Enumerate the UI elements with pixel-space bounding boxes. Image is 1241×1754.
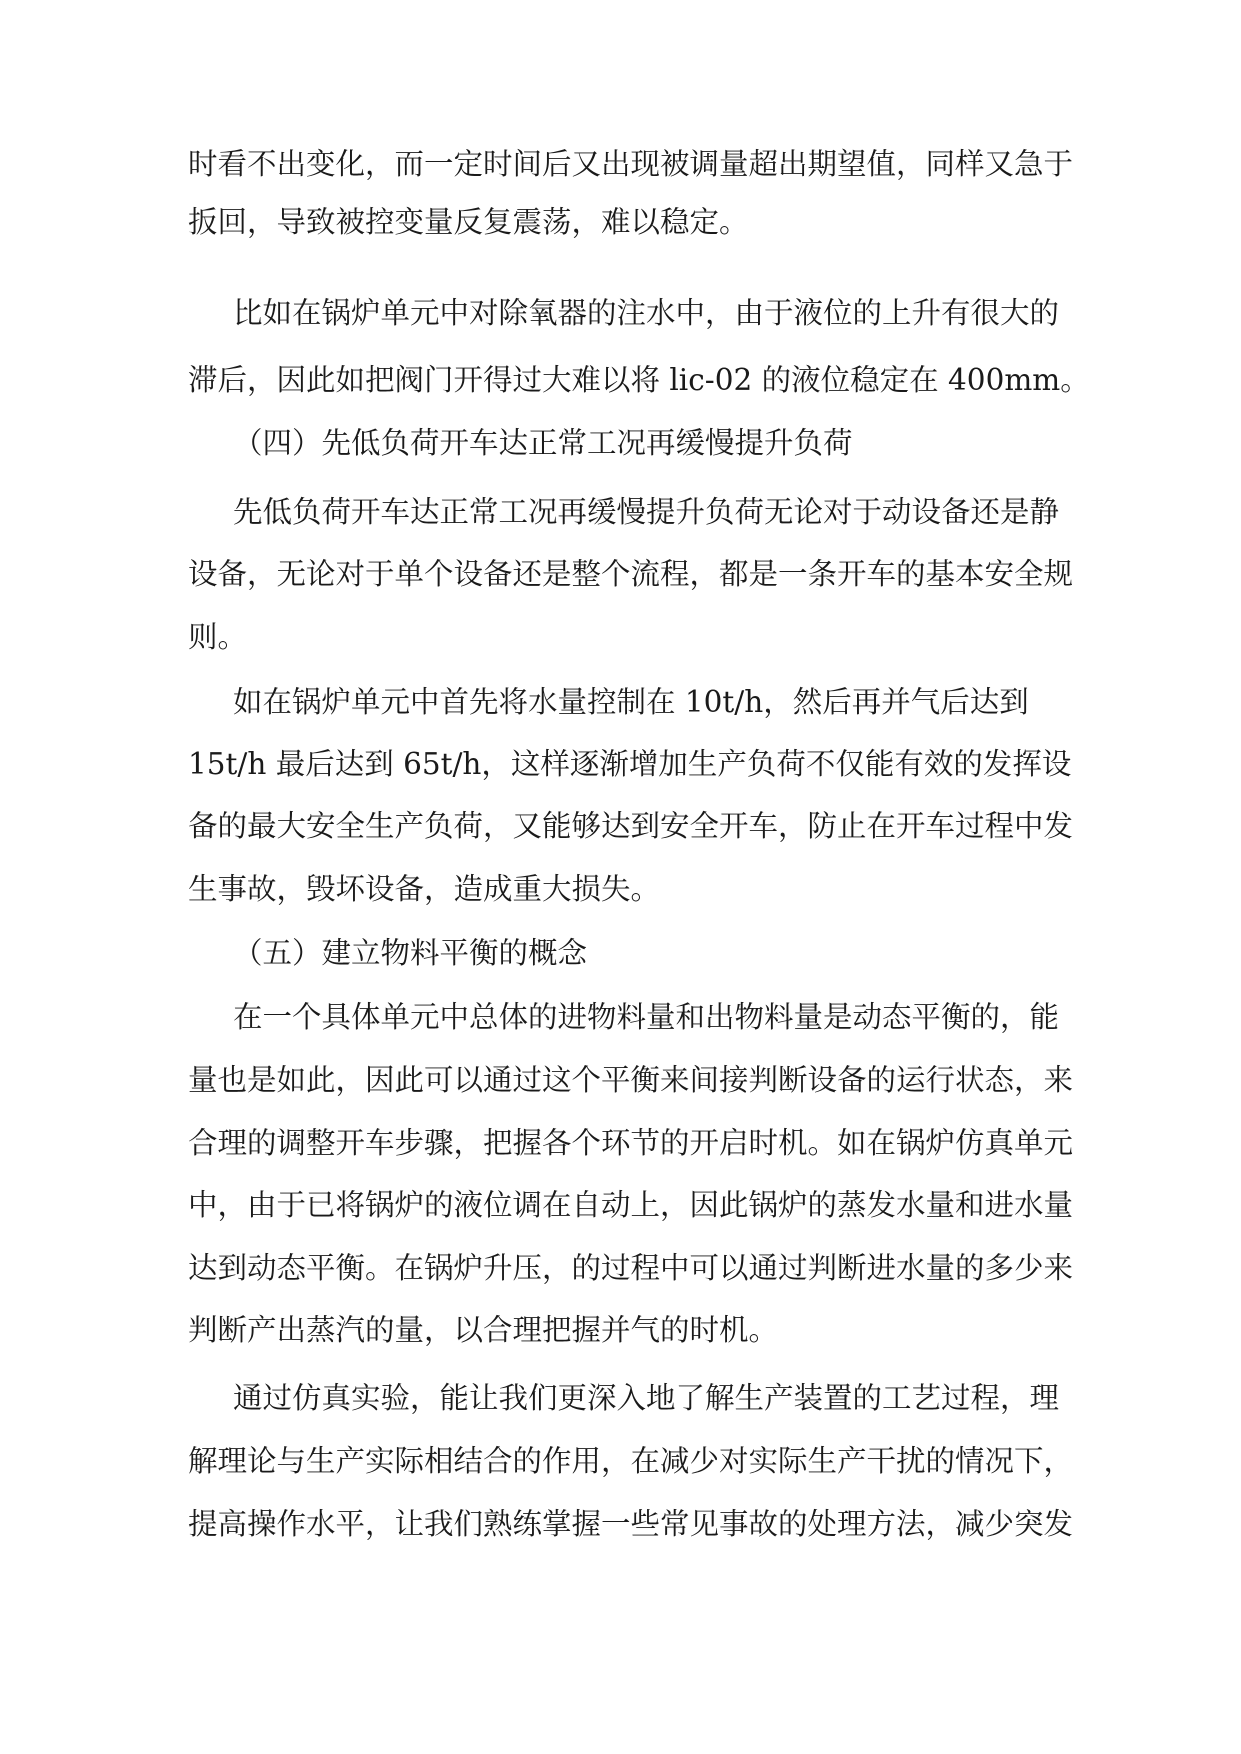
paragraph-line: 扳回，导致被控变量反复震荡，难以稳定。 bbox=[188, 205, 749, 239]
paragraph-line: 生事故，毁坏设备，造成重大损失。 bbox=[188, 872, 661, 906]
paragraph-line: 则。 bbox=[188, 620, 248, 654]
section-heading: （四）先低负荷开车达正常工况再缓慢提升负荷 bbox=[233, 426, 853, 460]
paragraph-line: 备的最大安全生产负荷，又能够达到安全开车，防止在开车过程中发 bbox=[188, 809, 1074, 843]
paragraph-line: 量也是如此，因此可以通过这个平衡来间接判断设备的运行状态，来 bbox=[188, 1063, 1074, 1097]
paragraph-line: 时看不出变化，而一定时间后又出现被调量超出期望值，同样又急于 bbox=[188, 147, 1074, 181]
paragraph-line: 比如在锅炉单元中对除氧器的注水中，由于液位的上升有很大的 bbox=[233, 296, 1060, 330]
section-heading: （五）建立物料平衡的概念 bbox=[233, 936, 588, 970]
paragraph-line: 判断产出蒸汽的量，以合理把握并气的时机。 bbox=[188, 1313, 779, 1347]
paragraph-line: 先低负荷开车达正常工况再缓慢提升负荷无论对于动设备还是静 bbox=[233, 495, 1060, 529]
paragraph-line: 设备，无论对于单个设备还是整个流程，都是一条开车的基本安全规 bbox=[188, 557, 1074, 591]
paragraph-line: 解理论与生产实际相结合的作用，在减少对实际生产干扰的情况下， bbox=[188, 1444, 1074, 1478]
paragraph-line: 通过仿真实验，能让我们更深入地了解生产装置的工艺过程，理 bbox=[233, 1381, 1060, 1415]
paragraph-line: 滞后，因此如把阀门开得过大难以将 lic-02 的液位稳定在 400mm。 bbox=[188, 363, 1090, 397]
paragraph-line: 提高操作水平，让我们熟练掌握一些常见事故的处理方法，减少突发 bbox=[188, 1507, 1074, 1541]
paragraph-line: 15t/h 最后达到 65t/h，这样逐渐增加生产负荷不仅能有效的发挥设 bbox=[188, 747, 1072, 781]
paragraph-line: 合理的调整开车步骤，把握各个环节的开启时机。如在锅炉仿真单元 bbox=[188, 1126, 1074, 1160]
paragraph-line: 中，由于已将锅炉的液位调在自动上，因此锅炉的蒸发水量和进水量 bbox=[188, 1188, 1074, 1222]
paragraph-line: 如在锅炉单元中首先将水量控制在 10t/h，然后再并气后达到 bbox=[233, 685, 1029, 719]
paragraph-line: 达到动态平衡。在锅炉升压，的过程中可以通过判断进水量的多少来 bbox=[188, 1251, 1074, 1285]
paragraph-line: 在一个具体单元中总体的进物料量和出物料量是动态平衡的，能 bbox=[233, 1000, 1060, 1034]
